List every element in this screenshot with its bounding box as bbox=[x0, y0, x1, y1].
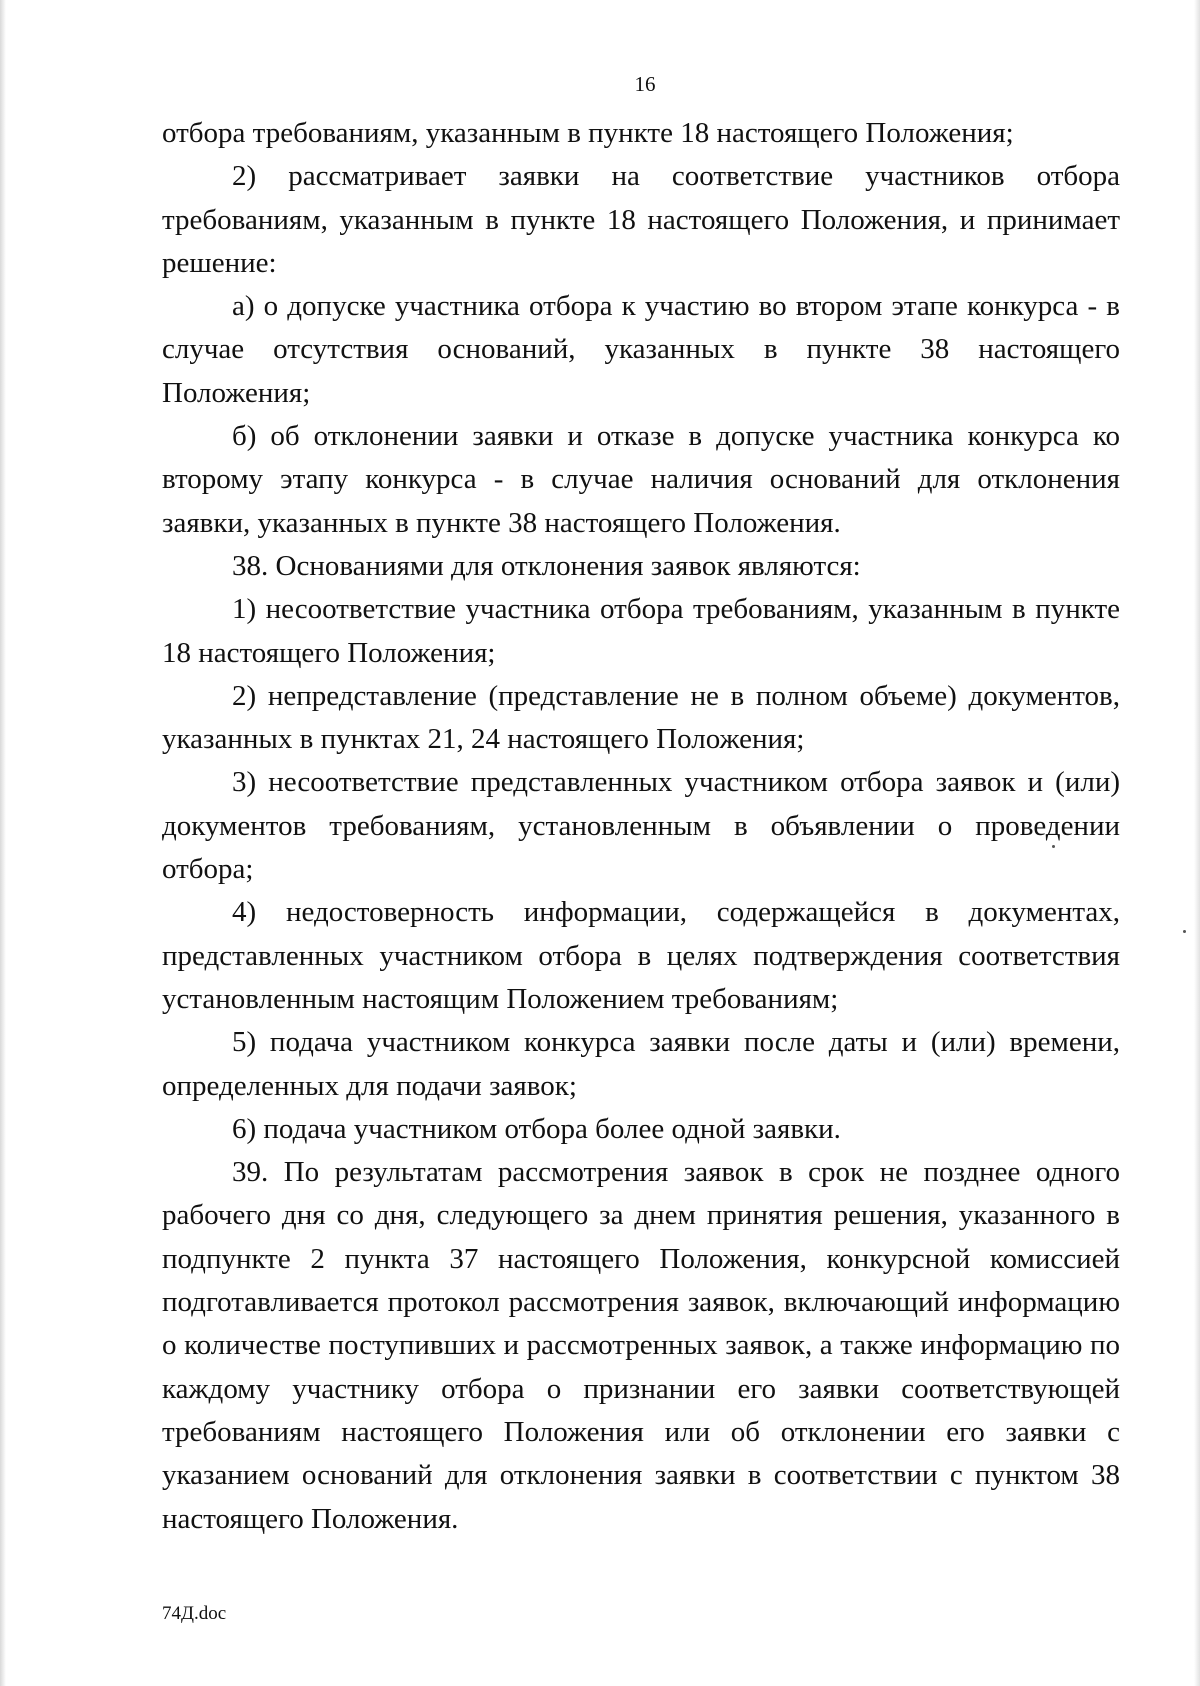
page-number: 16 bbox=[634, 72, 656, 96]
paragraph: б) об отклонении заявки и отказе в допуске участника конкурса ко второму этапу конкурса - в случае наличия оснований для отклонения заявки, указанных в пункте 38 настоящего Положения. bbox=[162, 420, 1120, 539]
paragraph: 5) подача участником конкурса заявки после даты и (или) времени, определенных для подачи заявок; bbox=[162, 1026, 1120, 1102]
paragraph: отбора требованиям, указанным в пункте 18 настоящего Положения; bbox=[162, 117, 1014, 149]
document-body bbox=[162, 112, 1120, 1541]
paragraph: 38. Основаниями для отклонения заявок являются: bbox=[232, 549, 861, 582]
paragraph: а) о допуске участника отбора к участию во втором этапе конкурса - в случае отсутствия оснований, указанных в пункте 38 настоящего Положения; bbox=[162, 290, 1120, 409]
scan-speck bbox=[1183, 930, 1186, 933]
scan-speck bbox=[1052, 845, 1055, 848]
paragraph: 2) непредставление (представление не в полном объеме) документов, указанных в пунктах 21, 24 настоящего Положения; bbox=[162, 679, 1120, 756]
paragraph: 3) несоответствие представленных участником отбора заявок и (или) документов требованиям, установленным в объявлении о проведении отбора; bbox=[162, 766, 1120, 886]
paragraph: 1) несоответствие участника отбора требованиям, указанным в пункте 18 настоящего Положения; bbox=[162, 593, 1120, 669]
paragraph: 4) недостоверность информации, содержащейся в документах, представленных участником отбора в целях подтверждения соответствия установленным настоящим Положением требованиям; bbox=[162, 896, 1120, 1015]
scan-edge-right bbox=[1194, 0, 1200, 1686]
paragraph: 2) рассматривает заявки на соответствие участников отбора требованиям, указанным в пункте 18 настоящего Положения, и принимает решение: bbox=[162, 160, 1120, 279]
footer-filename: 74Д.doc bbox=[162, 1603, 227, 1624]
scan-edge-left bbox=[0, 0, 6, 1686]
paragraph: 39. По результатам рассмотрения заявок в срок не позднее одного рабочего дня со дня, следующего за днем принятия решения, указанного в подпункте 2 пункта 37 настоящего Положения, конкурсной комиссией подготавливается протокол рассмотрения заявок, включающий информацию о количестве поступивших и рассмотренных заявок, а также информацию по каждому участнику отбора о признании его заявки соответствующей требованиям настоящего Положения или об отклонении его заявки с указанием оснований для отклонения заявки в соответствии с пунктом 38 настоящего Положения. bbox=[162, 1156, 1120, 1535]
paragraph: 6) подача участником отбора более одной заявки. bbox=[232, 1112, 841, 1145]
